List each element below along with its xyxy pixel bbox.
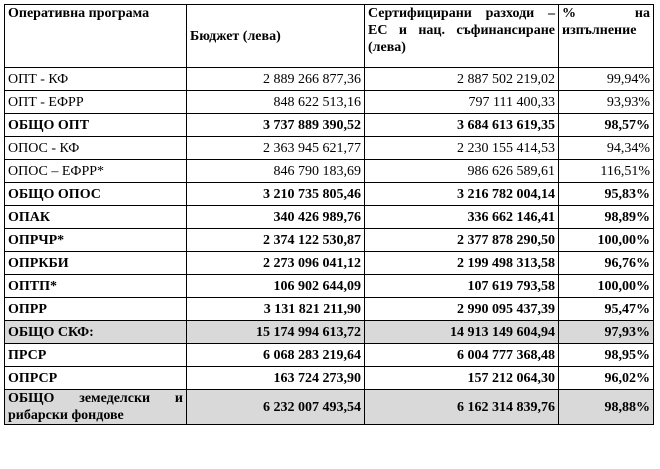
cell-program: ОБЩО земеделски и рибарски фондове: [5, 390, 187, 425]
cell-certified: 2 377 878 290,50: [365, 229, 559, 252]
cell-percent: 96,76%: [559, 252, 654, 275]
cell-program: ОПОС - КФ: [5, 137, 187, 160]
cell-budget: 163 724 273,90: [187, 367, 365, 390]
cell-program: ОПРР: [5, 298, 187, 321]
cell-percent: 100,00%: [559, 229, 654, 252]
cell-percent: 98,89%: [559, 206, 654, 229]
cell-budget: 2 363 945 621,77: [187, 137, 365, 160]
cell-percent: 98,57%: [559, 114, 654, 137]
table-row: [5, 68, 654, 91]
cell-program: ОПТ - КФ: [5, 68, 187, 91]
cell-percent: 95,83%: [559, 183, 654, 206]
table-row: [5, 137, 654, 160]
table-header-row: [5, 5, 654, 68]
header-certified: Сертифицирани разходи – ЕС и нац. съфинансиране (лева): [365, 5, 559, 68]
cell-budget: 848 622 513,16: [187, 91, 365, 114]
cell-program: ОПРЧР*: [5, 229, 187, 252]
table-row: [5, 91, 654, 114]
cell-certified: 2 230 155 414,53: [365, 137, 559, 160]
table-row: [5, 298, 654, 321]
cell-percent: 94,34%: [559, 137, 654, 160]
cell-program: ОПРСР: [5, 367, 187, 390]
cell-budget: 3 210 735 805,46: [187, 183, 365, 206]
table-row: [5, 390, 654, 425]
table-row: [5, 344, 654, 367]
cell-budget: 846 790 183,69: [187, 160, 365, 183]
cell-percent: 116,51%: [559, 160, 654, 183]
cell-budget: 6 068 283 219,64: [187, 344, 365, 367]
cell-certified: 6 004 777 368,48: [365, 344, 559, 367]
header-program: Оперативна програма: [5, 5, 187, 68]
cell-percent: 98,88%: [559, 390, 654, 425]
cell-program: ОПТ - ЕФРР: [5, 91, 187, 114]
cell-program: ПРСР: [5, 344, 187, 367]
header-budget: Бюджет (лева): [187, 5, 365, 68]
cell-certified: 986 626 589,61: [365, 160, 559, 183]
cell-certified: 6 162 314 839,76: [365, 390, 559, 425]
cell-program: ОПТП*: [5, 275, 187, 298]
cell-program: ОБЩО ОПОС: [5, 183, 187, 206]
cell-program: ОБЩО СКФ:: [5, 321, 187, 344]
table-body: [5, 68, 654, 425]
cell-percent: 99,94%: [559, 68, 654, 91]
table-row: [5, 252, 654, 275]
cell-percent: 98,95%: [559, 344, 654, 367]
cell-certified: 107 619 793,58: [365, 275, 559, 298]
cell-certified: 157 212 064,30: [365, 367, 559, 390]
table-row: [5, 160, 654, 183]
header-percent-line1: [562, 5, 650, 22]
cell-program: ОПОС – ЕФРР*: [5, 160, 187, 183]
cell-program: ОПАК: [5, 206, 187, 229]
cell-budget: 2 374 122 530,87: [187, 229, 365, 252]
cell-certified: 2 199 498 313,58: [365, 252, 559, 275]
budget-table: [4, 4, 654, 425]
cell-certified: 3 216 782 004,14: [365, 183, 559, 206]
table-row: [5, 321, 654, 344]
cell-program: ОПРКБИ: [5, 252, 187, 275]
table-row: [5, 206, 654, 229]
cell-budget: 3 737 889 390,52: [187, 114, 365, 137]
table-row: [5, 367, 654, 390]
cell-percent: 100,00%: [559, 275, 654, 298]
cell-certified: 14 913 149 604,94: [365, 321, 559, 344]
cell-percent: 96,02%: [559, 367, 654, 390]
cell-certified: 3 684 613 619,35: [365, 114, 559, 137]
header-percent: [559, 5, 654, 68]
cell-certified: 797 111 400,33: [365, 91, 559, 114]
table-row: [5, 114, 654, 137]
cell-percent: 97,93%: [559, 321, 654, 344]
cell-budget: 15 174 994 613,72: [187, 321, 365, 344]
table-row: [5, 183, 654, 206]
table-row: [5, 275, 654, 298]
table-row: [5, 229, 654, 252]
cell-program: ОБЩО ОПТ: [5, 114, 187, 137]
cell-percent: 93,93%: [559, 91, 654, 114]
cell-certified: 2 887 502 219,02: [365, 68, 559, 91]
header-percent-word1: на: [634, 6, 650, 21]
cell-budget: 2 273 096 041,12: [187, 252, 365, 275]
cell-percent: 95,47%: [559, 298, 654, 321]
cell-certified: 336 662 146,41: [365, 206, 559, 229]
header-percent-word2: изпълнение: [562, 23, 637, 38]
cell-certified: 2 990 095 437,39: [365, 298, 559, 321]
header-percent-symbol: %: [562, 6, 576, 21]
cell-budget: 106 902 644,09: [187, 275, 365, 298]
cell-budget: 3 131 821 211,90: [187, 298, 365, 321]
cell-budget: 6 232 007 493,54: [187, 390, 365, 425]
cell-budget: 2 889 266 877,36: [187, 68, 365, 91]
cell-budget: 340 426 989,76: [187, 206, 365, 229]
